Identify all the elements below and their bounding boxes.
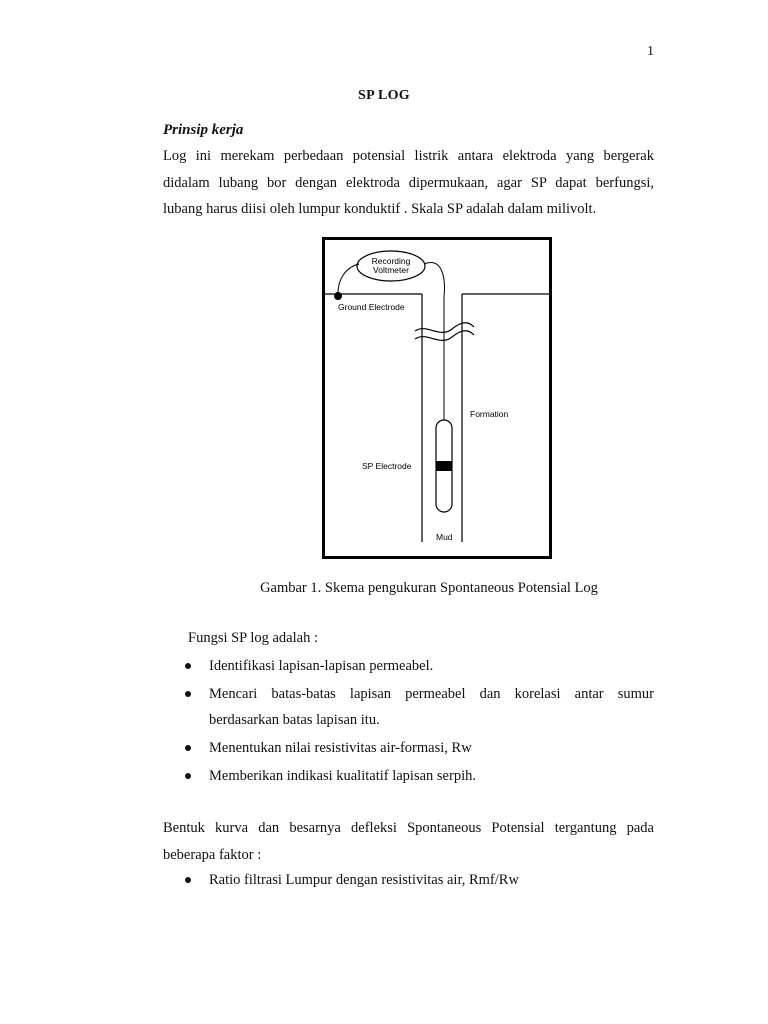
list-item-text: Ratio filtrasi Lumpur dengan resistivitas air, Rmf/Rw: [209, 872, 519, 888]
intro-paragraph: [163, 143, 654, 223]
list-item: [185, 653, 654, 680]
figure-caption: Gambar 1. Skema pengukuran Spontaneous Potensial Log: [260, 580, 598, 596]
bullet-icon: [185, 691, 191, 697]
figure-border: [324, 239, 551, 558]
ground-electrode: [334, 292, 342, 300]
mud-label: Mud: [436, 532, 453, 542]
voltmeter-label: Voltmeter: [373, 265, 409, 275]
list-item-text: Mencari batas-batas lapisan permeabel dan korelasi antar sumur: [209, 685, 654, 702]
formation-label: Formation: [470, 409, 509, 419]
list-item: [185, 867, 654, 894]
list-item-text: Identifikasi lapisan-lapisan permeabel.: [209, 658, 434, 674]
bullet-icon: [185, 773, 191, 779]
fungsi-heading: Fungsi SP log adalah :: [188, 630, 318, 646]
bullet-icon: [185, 745, 191, 751]
list-item-text: Memberikan indikasi kualitatif lapisan serpih.: [209, 768, 476, 784]
list-item: [185, 763, 654, 790]
ground-electrode-label: Ground Electrode: [338, 302, 405, 312]
ground-wire: [338, 264, 359, 293]
intro-line: lubang harus diisi oleh lumpur konduktif . Skala SP adalah dalam milivolt.: [163, 201, 597, 217]
bentuk-line: Bentuk kurva dan besarnya defleksi Spontaneous Potensial tergantung pada: [163, 820, 654, 836]
sp-electrode-label: SP Electrode: [362, 461, 412, 471]
bullet-icon: [185, 877, 191, 883]
page-title: SP LOG: [358, 88, 410, 103]
list-item: [185, 681, 654, 734]
sp-electrode-band: [436, 461, 452, 471]
section-heading: Prinsip kerja: [163, 122, 244, 138]
intro-line: didalam lubang bor dengan elektroda dipermukaan, agar SP dapat berfungsi,: [163, 174, 654, 191]
list-item-text: berdasarkan batas lapisan itu.: [209, 712, 380, 728]
bullet-icon: [185, 663, 191, 669]
sp-schematic-figure: [322, 237, 552, 559]
fungsi-list: [185, 653, 654, 790]
bentuk-line: beberapa faktor :: [163, 846, 262, 863]
intro-line: Log ini merekam perbedaan potensial listrik antara elektroda yang bergerak: [163, 148, 654, 164]
page-number: 1: [647, 44, 654, 59]
list-item: [185, 735, 654, 762]
bentuk-paragraph: [163, 815, 654, 868]
faktor-list: [185, 867, 654, 894]
sp-cable: [424, 263, 444, 420]
recording-label: Recording: [371, 256, 411, 266]
list-item-text: Menentukan nilai resistivitas air-formasi, Rw: [209, 739, 472, 756]
